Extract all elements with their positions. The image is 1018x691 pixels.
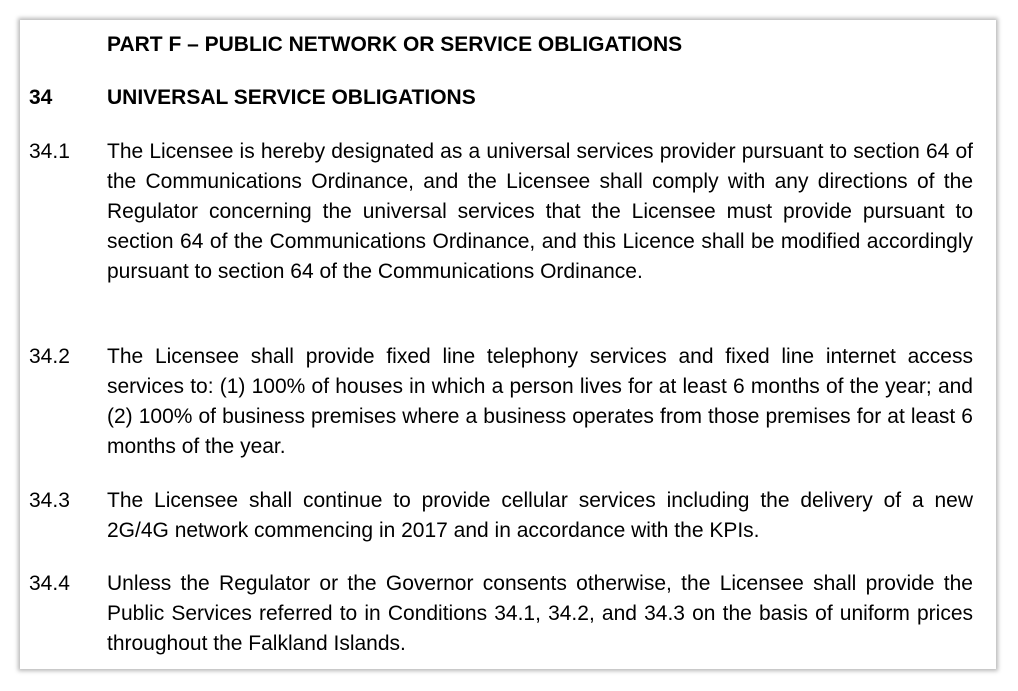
clause-text: Unless the Regulator or the Governor consents otherwise, the Licensee shall provide the Public Services referred to in Conditions 34.1, 34.2, and 34.3 on the basis of uniform prices throughout the Falkland Islands.: [107, 572, 973, 655]
document-page: [20, 20, 996, 669]
document-body: [20, 20, 996, 669]
clause-number: 34.2: [29, 345, 70, 368]
part-heading: PART F – PUBLIC NETWORK OR SERVICE OBLIGATIONS: [107, 33, 683, 56]
clause-text: The Licensee shall continue to provide cellular services including the delivery of a new 2G/4G network commencing in 2017 and in accordance with the KPIs.: [107, 489, 973, 542]
clause-number: 34.1: [29, 140, 70, 163]
clause-number: 34.3: [29, 489, 70, 512]
section-title: UNIVERSAL SERVICE OBLIGATIONS: [107, 86, 476, 109]
clause-number: 34.4: [29, 572, 70, 595]
clause-text: The Licensee is hereby designated as a universal services provider pursuant to section 64 of the Communications Ordinance, and the Licensee shall comply with any directions of the Regulator concerning the universal services that the Licensee must provide pursuant to section 64 of the Communications Ordinance, and this Licence shall be modified accordingly pursuant to section 64 of the Communications Ordinance.: [107, 140, 973, 283]
section-number: 34: [29, 86, 53, 109]
clause-text: The Licensee shall provide fixed line telephony services and fixed line internet access services to: (1) 100% of houses in which a person lives for at least 6 months of the year; and (2) 100% of business premises where a business operates from those premises for at least 6 months of the year.: [107, 345, 973, 458]
